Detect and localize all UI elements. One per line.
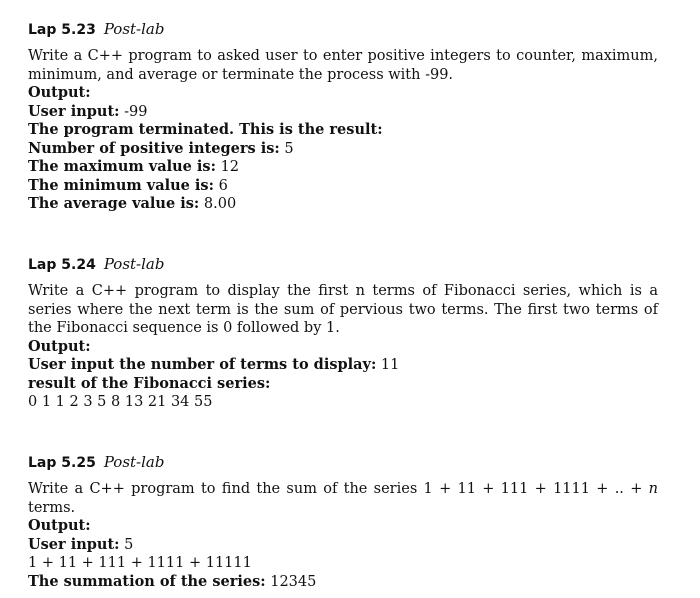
output-line: [28, 121, 658, 140]
section-lap-5-23: [28, 19, 658, 214]
lap-number: Lap 5.24: [28, 257, 96, 273]
output-line-value: 6: [218, 177, 228, 194]
output-label: Output:: [28, 337, 91, 355]
output-line-label: The maximum value is:: [28, 158, 216, 175]
task-description: Write a C++ program to display the first n terms of Fibonacci series, which is a series where the next term is the sum of pervious two terms. The first two terms of the Fibonacci sequence is 0 followed by 1.: [28, 283, 658, 336]
output-line-value: 5: [284, 140, 294, 157]
output-line: [28, 103, 658, 122]
description-text-end: terms.: [28, 499, 76, 516]
lap-subtitle: Post-lab: [103, 255, 165, 273]
series-output: 1 + 11 + 111 + 1111 + 11111: [28, 555, 252, 571]
output-label: Output:: [28, 84, 91, 101]
output-line-label: result of the Fibonacci series:: [28, 374, 271, 392]
output-line: [28, 536, 658, 555]
output-line: [28, 356, 658, 375]
output-line-label: Number of positive integers is:: [28, 139, 280, 157]
output-line: [28, 573, 658, 592]
output-line-value: 8.00: [203, 196, 237, 212]
description-text: Write a C++ program to find the sum of the series 1 + 11 + 111 + 1111 + .. +: [28, 481, 649, 497]
section-lap-5-25: [28, 452, 658, 591]
output-line-label: User input:: [28, 535, 120, 553]
output-label: Output:: [28, 517, 91, 534]
task-description: [28, 480, 658, 517]
output-line-value: 12345: [270, 573, 317, 590]
output-line-label: The minimum value is:: [28, 176, 214, 194]
output-line-label: The average value is:: [28, 195, 200, 212]
output-line-label: The program terminated. This is the result:: [28, 121, 383, 138]
output-line: [28, 177, 658, 196]
section-heading: [28, 19, 658, 39]
section-heading: [28, 452, 658, 472]
lap-subtitle: Post-lab: [103, 453, 165, 471]
lap-number: Lap 5.23: [28, 22, 96, 38]
output-line-value: 11: [380, 357, 400, 373]
output-line: [28, 140, 658, 159]
output-line-label: User input:: [28, 102, 120, 120]
fibonacci-output: 0 1 1 2 3 5 8 13 21 34 55: [28, 394, 213, 410]
lap-number: Lap 5.25: [28, 455, 96, 471]
task-description: Write a C++ program to asked user to enter positive integers to counter, maximum, minimum, and average or terminate the process with -99.: [28, 48, 658, 83]
section-lap-5-24: [28, 254, 658, 412]
output-line-value: 5: [124, 536, 134, 553]
output-line-value: 12: [220, 159, 240, 175]
output-line-label: User input the number of terms to display:: [28, 356, 377, 373]
section-heading: [28, 254, 658, 274]
output-line-label: The summation of the series:: [28, 572, 266, 590]
output-line: [28, 158, 658, 177]
output-line: [28, 375, 658, 394]
output-line-value: -99: [124, 103, 148, 120]
lap-subtitle: Post-lab: [103, 20, 165, 38]
output-line: [28, 195, 658, 214]
math-variable: n: [648, 481, 658, 497]
